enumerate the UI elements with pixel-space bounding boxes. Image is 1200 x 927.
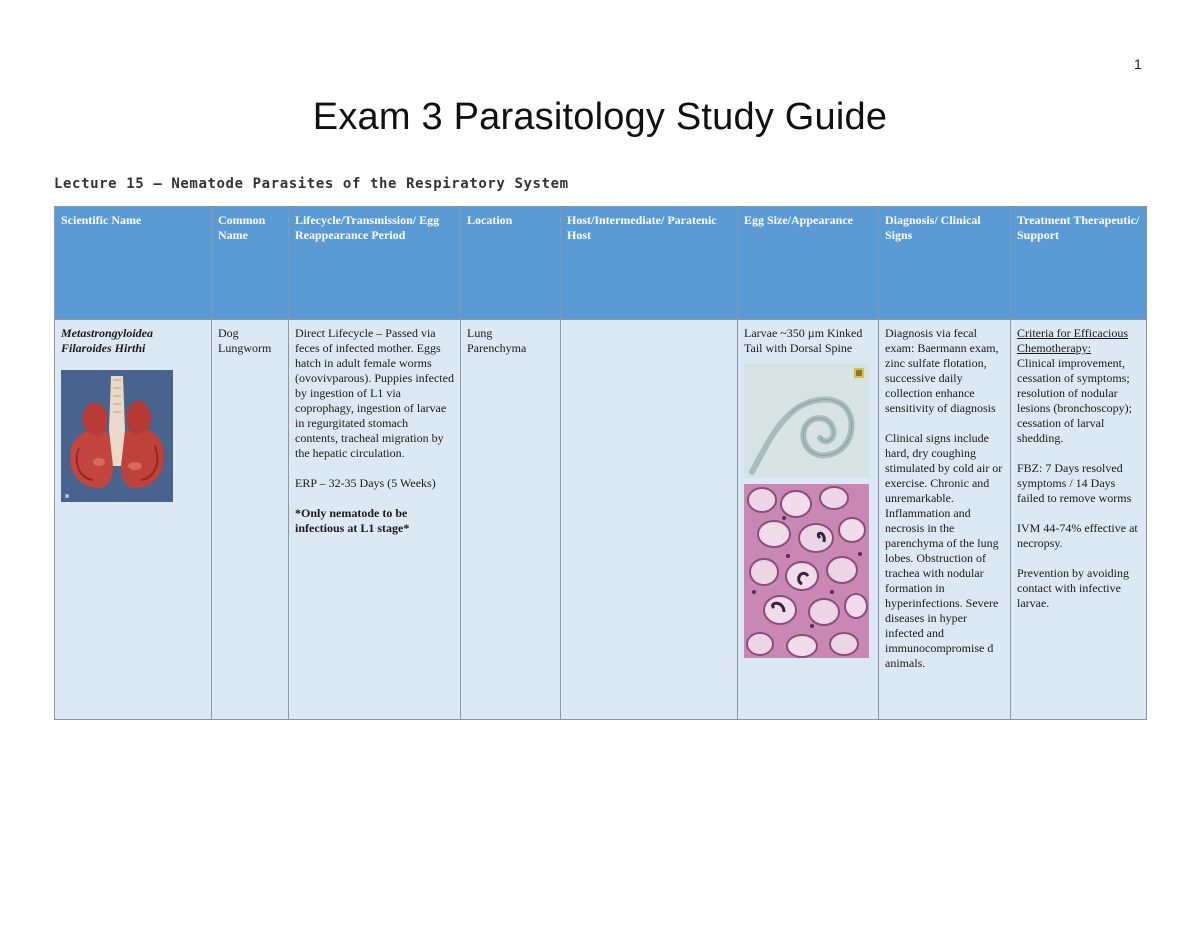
clinical-signs: Clinical signs include hard, dry coughing stimulated by cold air or exercise. Chronic and unremarkable. Inflammation and necrosis in the parenchyma of the lung lobes. Obstruction of trachea with nodular formation in hyperinfections. Severe diseases in hyper infected and immunocompromise d animals. [885,431,1003,670]
cell-location: Lung Parenchyma [461,320,561,720]
cell-host [561,320,738,720]
header-host: Host/Intermediate/ Paratenic Host [561,207,738,320]
larva-microscopy-image [744,364,869,478]
egg-size-text: Larvae ~350 µm Kinked Tail with Dorsal Spine [744,326,863,355]
study-guide-table [54,206,1147,720]
cell-egg-size [738,320,879,720]
treatment-ivm: IVM 44-74% effective at necropsy. [1017,521,1138,550]
scientific-name-superfamily: Metastrongyloidea [61,326,153,340]
lung-specimen-image [61,370,173,502]
lung-histology-image [744,484,869,658]
header-diagnosis: Diagnosis/ Clinical Signs [879,207,1011,320]
scientific-name-species: Filaroides Hirthi [61,341,146,355]
table-header-row [55,207,1147,320]
treatment-prevention: Prevention by avoiding contact with infective larvae. [1017,566,1129,610]
treatment-criteria: Clinical improvement, cessation of symptoms; resolution of nodular lesions (bronchoscopy); cessation of larval shedding. [1017,356,1132,445]
page-number: 1 [1134,56,1142,72]
treatment-criteria-title: Criteria for Efficacious Chemotherapy: [1017,326,1129,355]
cell-common-name: Dog Lungworm [212,320,289,720]
lifecycle-note: *Only nematode to be infectious at L1 stage* [295,506,410,535]
header-location: Location [461,207,561,320]
header-lifecycle: Lifecycle/Transmission/ Egg Reappearance Period [289,207,461,320]
cell-treatment [1011,320,1147,720]
header-common-name: Common Name [212,207,289,320]
header-scientific-name: Scientific Name [55,207,212,320]
document-title: Exam 3 Parasitology Study Guide [312,96,888,138]
header-treatment: Treatment Therapeutic/ Support [1011,207,1147,320]
lecture-heading: Lecture 15 – Nematode Parasites of the Respiratory System [54,176,569,192]
egg-reappearance-period: ERP – 32-35 Days (5 Weeks) [295,476,436,490]
header-egg-size: Egg Size/Appearance [738,207,879,320]
table-row [55,320,1147,720]
diagnosis-method: Diagnosis via fecal exam: Baermann exam, zinc sulfate flotation, successive daily collection enhance sensitivity of diagnosis [885,326,999,415]
cell-scientific-name [55,320,212,720]
cell-lifecycle [289,320,461,720]
cell-diagnosis [879,320,1011,720]
treatment-fbz: FBZ: 7 Days resolved symptoms / 14 Days failed to remove worms [1017,461,1132,505]
lifecycle-description: Direct Lifecycle – Passed via feces of infected mother. Eggs hatch in adult female worms (ovovivparous). Puppies infected by ingestion of L1 via coprophagy, ingestion of larvae in regurgitated stomach contents, tracheal migration by the hepatic circulation. [295,326,454,460]
